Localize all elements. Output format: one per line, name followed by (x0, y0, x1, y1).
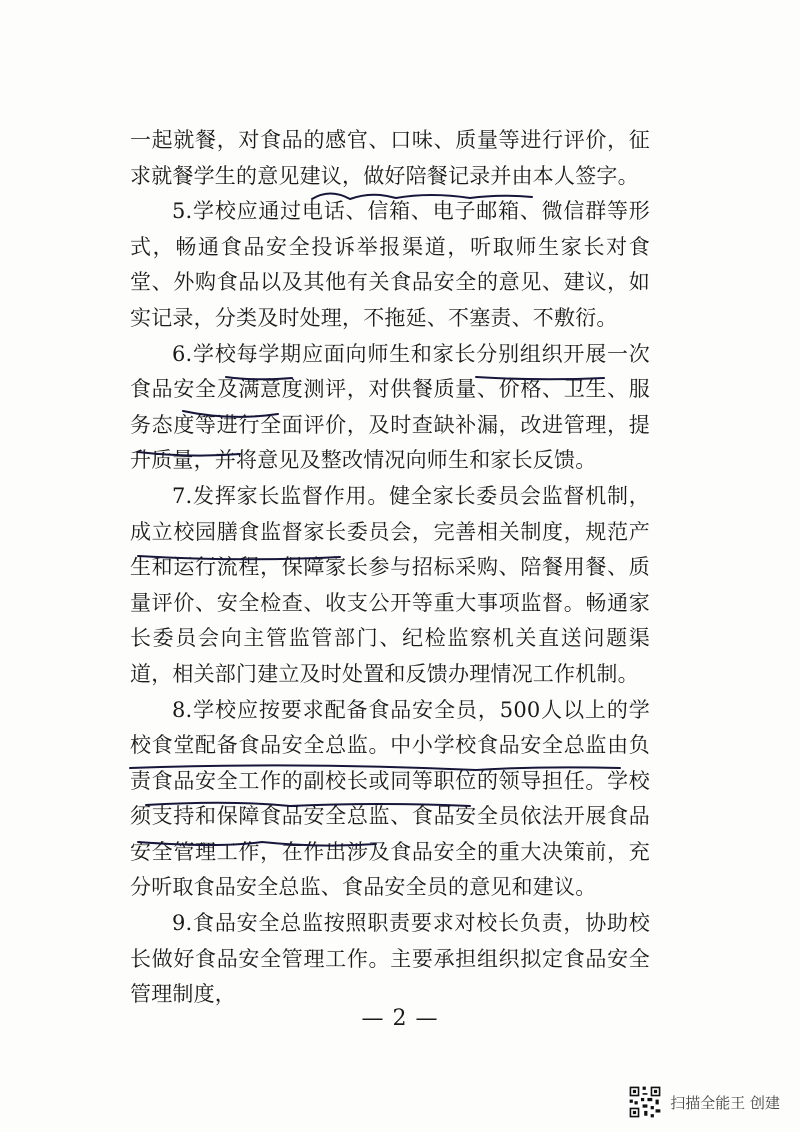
paragraph-1: 一起就餐，对食品的感官、口味、质量等进行评价，征求就餐学生的意见建议，做好陪餐记录并由本人签字。 (130, 128, 650, 188)
paragraph-8: 8.学校应按要求配备食品安全员，500人以上的学校食堂配备食品安全总监。中小学校食品安全总监由负责食品安全工作的副校长或同等职位的领导担任。学校须支持和保障食品安全总监、食品安全员依法开展食品安全管理工作，在作出涉及食品安全的重大决策前，充分听取食品安全总监、食品安全员的意见和建议。 (130, 697, 650, 900)
qr-code-icon (628, 1085, 662, 1119)
scanner-watermark (628, 1085, 780, 1119)
paragraph-5: 5.学校应通过电话、信箱、电子邮箱、微信群等形式，畅通食品安全投诉举报渠道，听取师生家长对食堂、外购食品以及其他有关食品安全的意见、建议，如实记录，分类及时处理，不拖延、不塞责、不敷衍。 (130, 199, 650, 330)
document-body (130, 123, 650, 1013)
watermark-label: 扫描全能王 创建 (670, 1093, 780, 1112)
paragraph-7: 7.发挥家长监督作用。健全家长委员会监督机制，成立校园膳食监督家长委员会，完善相关制度，规范产生和运行流程，保障家长参与招标采购、陪餐用餐、质量评价、安全检查、收支公开等重大事项监督。畅通家长委员会向主管监管部门、纪检监察机关直送问题渠道，相关部门建立及时处置和反馈办理情况工作机制。 (130, 483, 650, 686)
page-number: — 2 — (361, 1006, 439, 1031)
paragraph-9: 9.食品安全总监按照职责要求对校长负责，协助校长做好食品安全管理工作。主要承担组织拟定食品安全管理制度， (130, 911, 650, 1007)
paragraph-6: 6.学校每学期应面向师生和家长分别组织开展一次食品安全及满意度测评，对供餐质量、价格、卫生、服务态度等进行全面评价，及时查缺补漏，改进管理，提升质量，并将意见及整改情况向师生和家长反馈。 (130, 341, 650, 473)
